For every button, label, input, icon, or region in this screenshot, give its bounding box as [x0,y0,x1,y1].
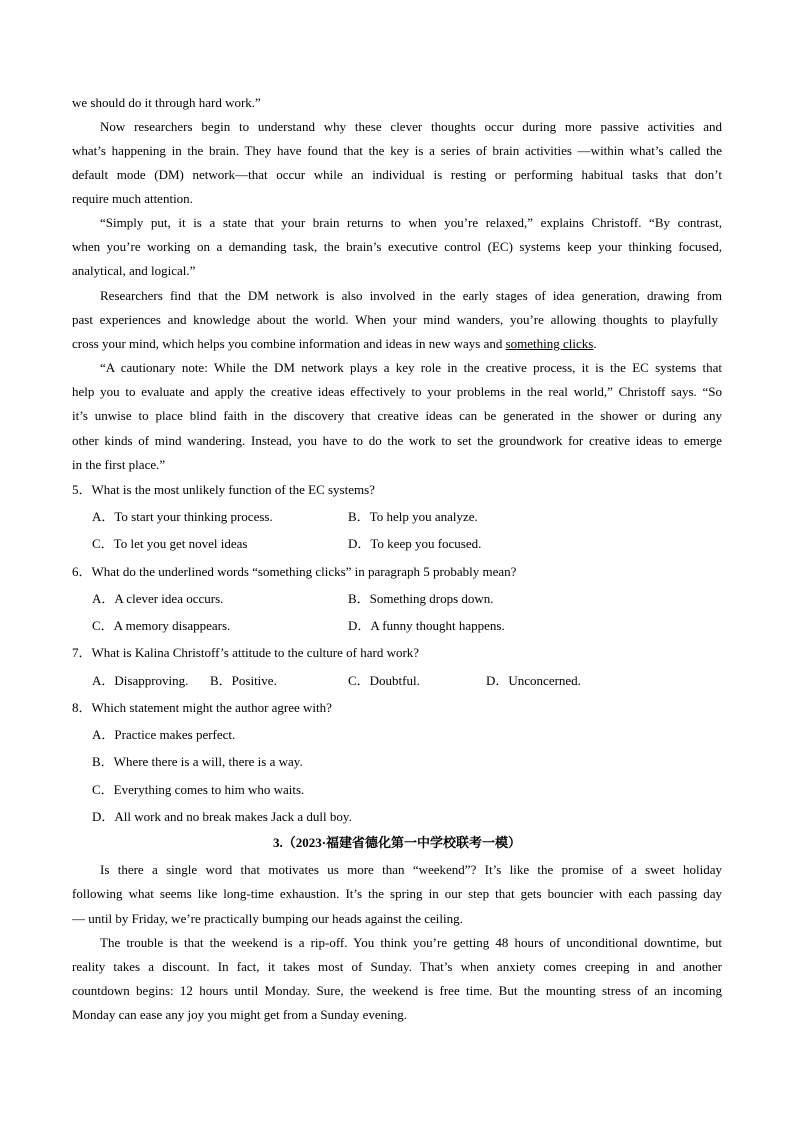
text-line: we should do it through hard work.” [72,95,261,110]
option-d: D．To keep you focused. [348,536,482,551]
question-stem: 8．Which statement might the author agree with? [72,700,332,715]
option-b: B．To help you analyze. [348,509,478,524]
text-line: reality takes a discount. In fact, it takes most of Sunday. That’s when anxiety comes creeping in and another [72,959,722,974]
option-a: A．A clever idea occurs. [92,591,224,606]
text-line: Is there a single word that motivates us more than “weekend”? It’s like the promise of a sweet holiday [100,862,722,877]
option-b: B．Positive. [210,673,277,688]
text-line: “A cautionary note: While the DM network plays a key role in the creative process, it is the EC systems that [100,360,722,375]
option-d: D．Unconcerned. [486,673,581,688]
text-line: Now researchers begin to understand why these clever thoughts occur during more passive activities and [100,119,722,134]
text-line: in the first place.” [72,457,166,472]
text-line: countdown begins: 12 hours until Monday. Sure, the weekend is free time. But the mounting stress of an incoming [72,983,722,998]
text-line [72,336,597,352]
text-line: The trouble is that the weekend is a rip-off. You think you’re getting 48 hours of unconditional downtime, but [100,935,722,950]
text-line: — until by Friday, we’re practically bumping our heads against the ceiling. [72,911,463,926]
option-c: C．A memory disappears. [92,618,231,633]
text-line: it’s unwise to place blind faith in the discovery that creative ideas can be generated in the shower or during any [72,408,722,423]
option-a: A．Disapproving. [92,673,189,688]
text-line: when you’re working on a demanding task, the brain’s executive control (EC) systems keep your thinking focused, [72,239,722,254]
text-line: Monday can ease any joy you might get from a Sunday evening. [72,1007,408,1022]
text-line: help you to evaluate and apply the creative ideas effectively to your problems in the real world,” Christoff says. “So [72,384,722,399]
section-heading: 3.（2023·福建省德化第一中学校联考一模） [272,835,522,850]
option-c: C．Everything comes to him who waits. [92,782,305,797]
text-line: Researchers find that the DM network is also involved in the early stages of idea generation, drawing from [100,288,722,303]
text-line: analytical, and logical.” [72,263,196,278]
text-line: other kinds of mind wandering. Instead, you have to do the work to set the groundwork for creative ideas to emerge [72,433,722,448]
text-line: require much attention. [72,191,193,206]
option-b: B．Where there is a will, there is a way. [92,754,303,769]
option-a: A．Practice makes perfect. [92,727,236,742]
option-b: B．Something drops down. [348,591,494,606]
text-segment: . [593,336,597,351]
underlined-phrase: something clicks [505,336,594,351]
option-c: C．To let you get novel ideas [92,536,248,551]
option-a: A．To start your thinking process. [92,509,273,524]
text-line: what’s happening in the brain. They have found that the key is a series of brain activities —within what’s called the [72,143,722,158]
option-d: D．All work and no break makes Jack a dull boy. [92,809,352,824]
question-stem: 5．What is the most unlikely function of the EC systems? [72,482,375,497]
text-line: default mode (DM) network—that occur while an individual is resting or performing habitual tasks that don’t [72,167,722,182]
question-stem: 7．What is Kalina Christoff’s attitude to the culture of hard work? [72,645,420,660]
text-line: following what seems like long-time exhaustion. It’s the spring in our step that gets bouncier with each passing day [72,886,722,901]
option-d: D．A funny thought happens. [348,618,505,633]
option-c: C．Doubtful. [348,673,420,688]
text-line: past experiences and knowledge about the world. When your mind wanders, you’re allowing thoughts to playfully [72,312,718,327]
text-line: “Simply put, it is a state that your brain returns to when you’re relaxed,” explains Christoff. “By contrast, [100,215,722,230]
text-segment: cross your mind, which helps you combine information and ideas in new ways and [72,336,503,351]
question-stem: 6．What do the underlined words “something clicks” in paragraph 5 probably mean? [72,564,517,579]
